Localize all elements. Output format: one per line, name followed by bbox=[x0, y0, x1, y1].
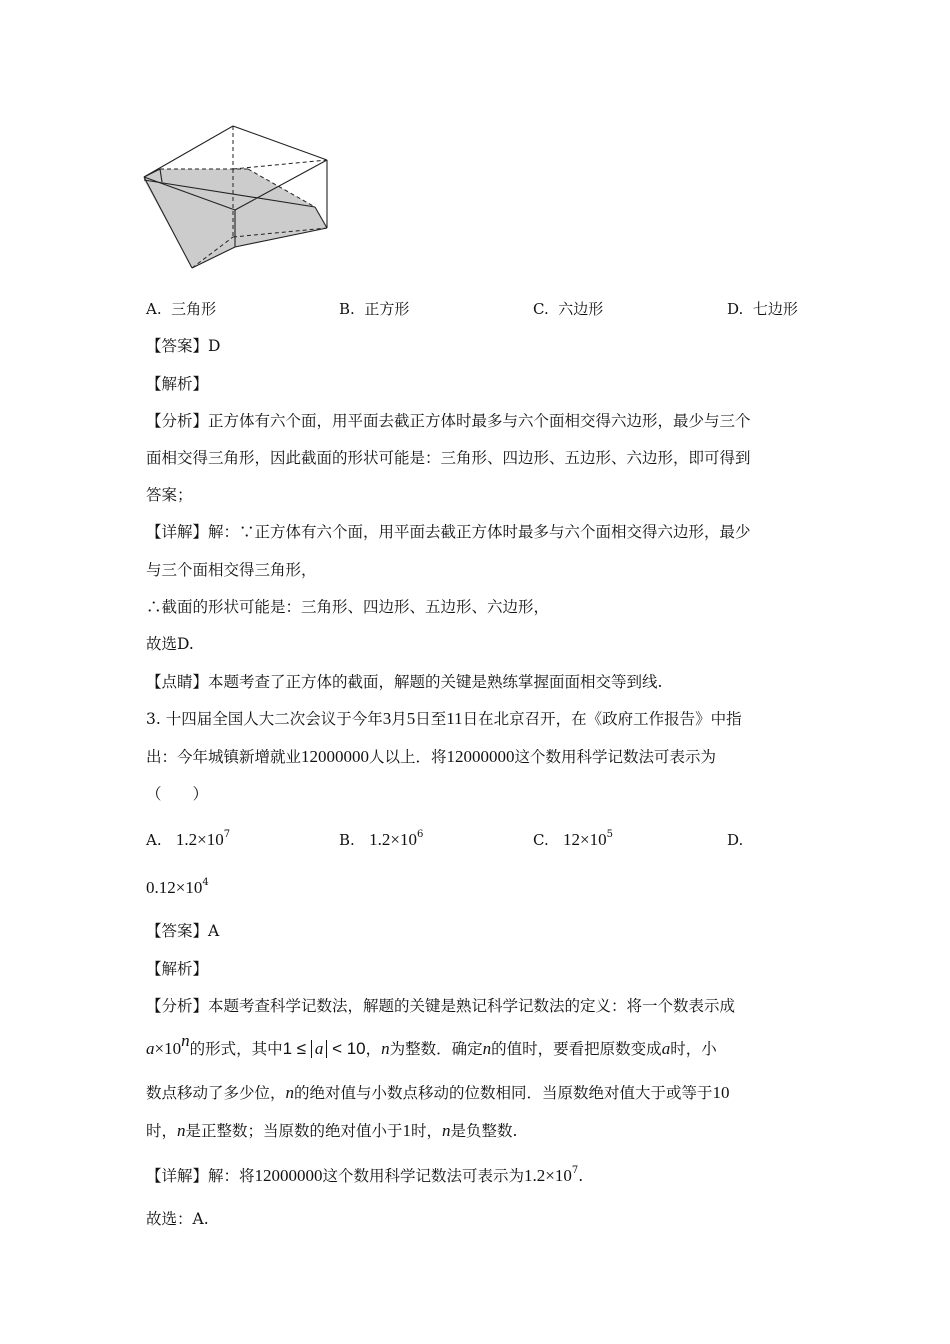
q2-xiangjie-line-4: 故选D. bbox=[146, 635, 194, 653]
q2-option-c: C. 六边形 bbox=[533, 300, 604, 318]
q2-option-d: D. 七边形 bbox=[727, 300, 798, 318]
q3-option-b: B. $1.2\times 10^6$ bbox=[339, 829, 424, 849]
q2-xiangjie-line-3: ∴截面的形状可能是：三角形、四边形、五边形、六边形， bbox=[146, 598, 550, 616]
q2-xiangjie-line-1: 【详解】解：∵正方体有六个面，用平面去截正方体时最多与六个面相交得六边形，最少 bbox=[146, 523, 751, 541]
q2-fenxi-line-2: 面相交得三角形，因此截面的形状可能是：三角形、四边形、五边形、六边形，即可得到 bbox=[146, 449, 751, 467]
q3-option-a: A. $1.2\times 10^7$ bbox=[146, 829, 231, 849]
q2-dianjing: 【点睛】本题考查了正方体的截面，解题的关键是熟练掌握面面相交等到线. bbox=[146, 673, 663, 691]
q3-analysis-label: 【解析】 bbox=[146, 960, 209, 978]
q3-option-c: C. $12\times 10^5$ bbox=[533, 829, 613, 849]
q3-option-d-letter: D. bbox=[727, 831, 744, 849]
cube-cross-section-figure bbox=[140, 120, 340, 280]
q2-option-b: B. 正方形 bbox=[339, 300, 410, 318]
q3-option-d-value: $0.12\times 10^4$ bbox=[146, 877, 209, 897]
abs-value-a: a bbox=[311, 1040, 328, 1058]
q3-stem-line-3: （ ） bbox=[146, 785, 209, 803]
q3-xiangjie: 【详解】解：将12000000这个数用科学记数法可表示为$1.2\times 10^7$. bbox=[146, 1165, 584, 1185]
q3-stem-line-1: 3. 十四届全国人大二次会议于今年3月5日至11日在北京召开，在《政府工作报告》中指 bbox=[146, 709, 742, 728]
q3-fenxi-line-1: 【分析】本题考查科学记数法，解题的关键是熟记科学记数法的定义：将一个数表示成 bbox=[146, 997, 736, 1015]
q3-fenxi-line-3: 数点移动了多少位，n的绝对值与小数点移动的位数相同．当原数绝对值大于或等于10 bbox=[146, 1083, 730, 1102]
q3-fenxi-line-4: 时，n是正整数；当原数的绝对值小于1时，n是负整数. bbox=[146, 1121, 518, 1140]
q3-answer: 【答案】A bbox=[146, 922, 220, 940]
q2-option-a: A. 三角形 bbox=[146, 300, 217, 318]
q2-xiangjie-line-2: 与三个面相交得三角形， bbox=[146, 561, 317, 579]
q2-fenxi-line-1: 【分析】正方体有六个面，用平面去截正方体时最多与六个面相交得六边形，最少与三个 bbox=[146, 412, 751, 430]
q3-fenxi-line-2: $a\times 10^n$的形式，其中1 ≤ a < 10，n为整数．确定n的值时，要看把原数变成a时，小 bbox=[146, 1031, 717, 1058]
q2-fenxi-line-3: 答案； bbox=[146, 486, 193, 504]
q3-xiangjie-conclusion: 故选：A. bbox=[146, 1210, 209, 1228]
q2-analysis-label: 【解析】 bbox=[146, 375, 209, 393]
q3-stem-line-2: 出：今年城镇新增就业12000000人以上．将12000000这个数用科学记数法可表示为 bbox=[146, 747, 717, 766]
q2-answer: 【答案】D bbox=[146, 337, 221, 355]
